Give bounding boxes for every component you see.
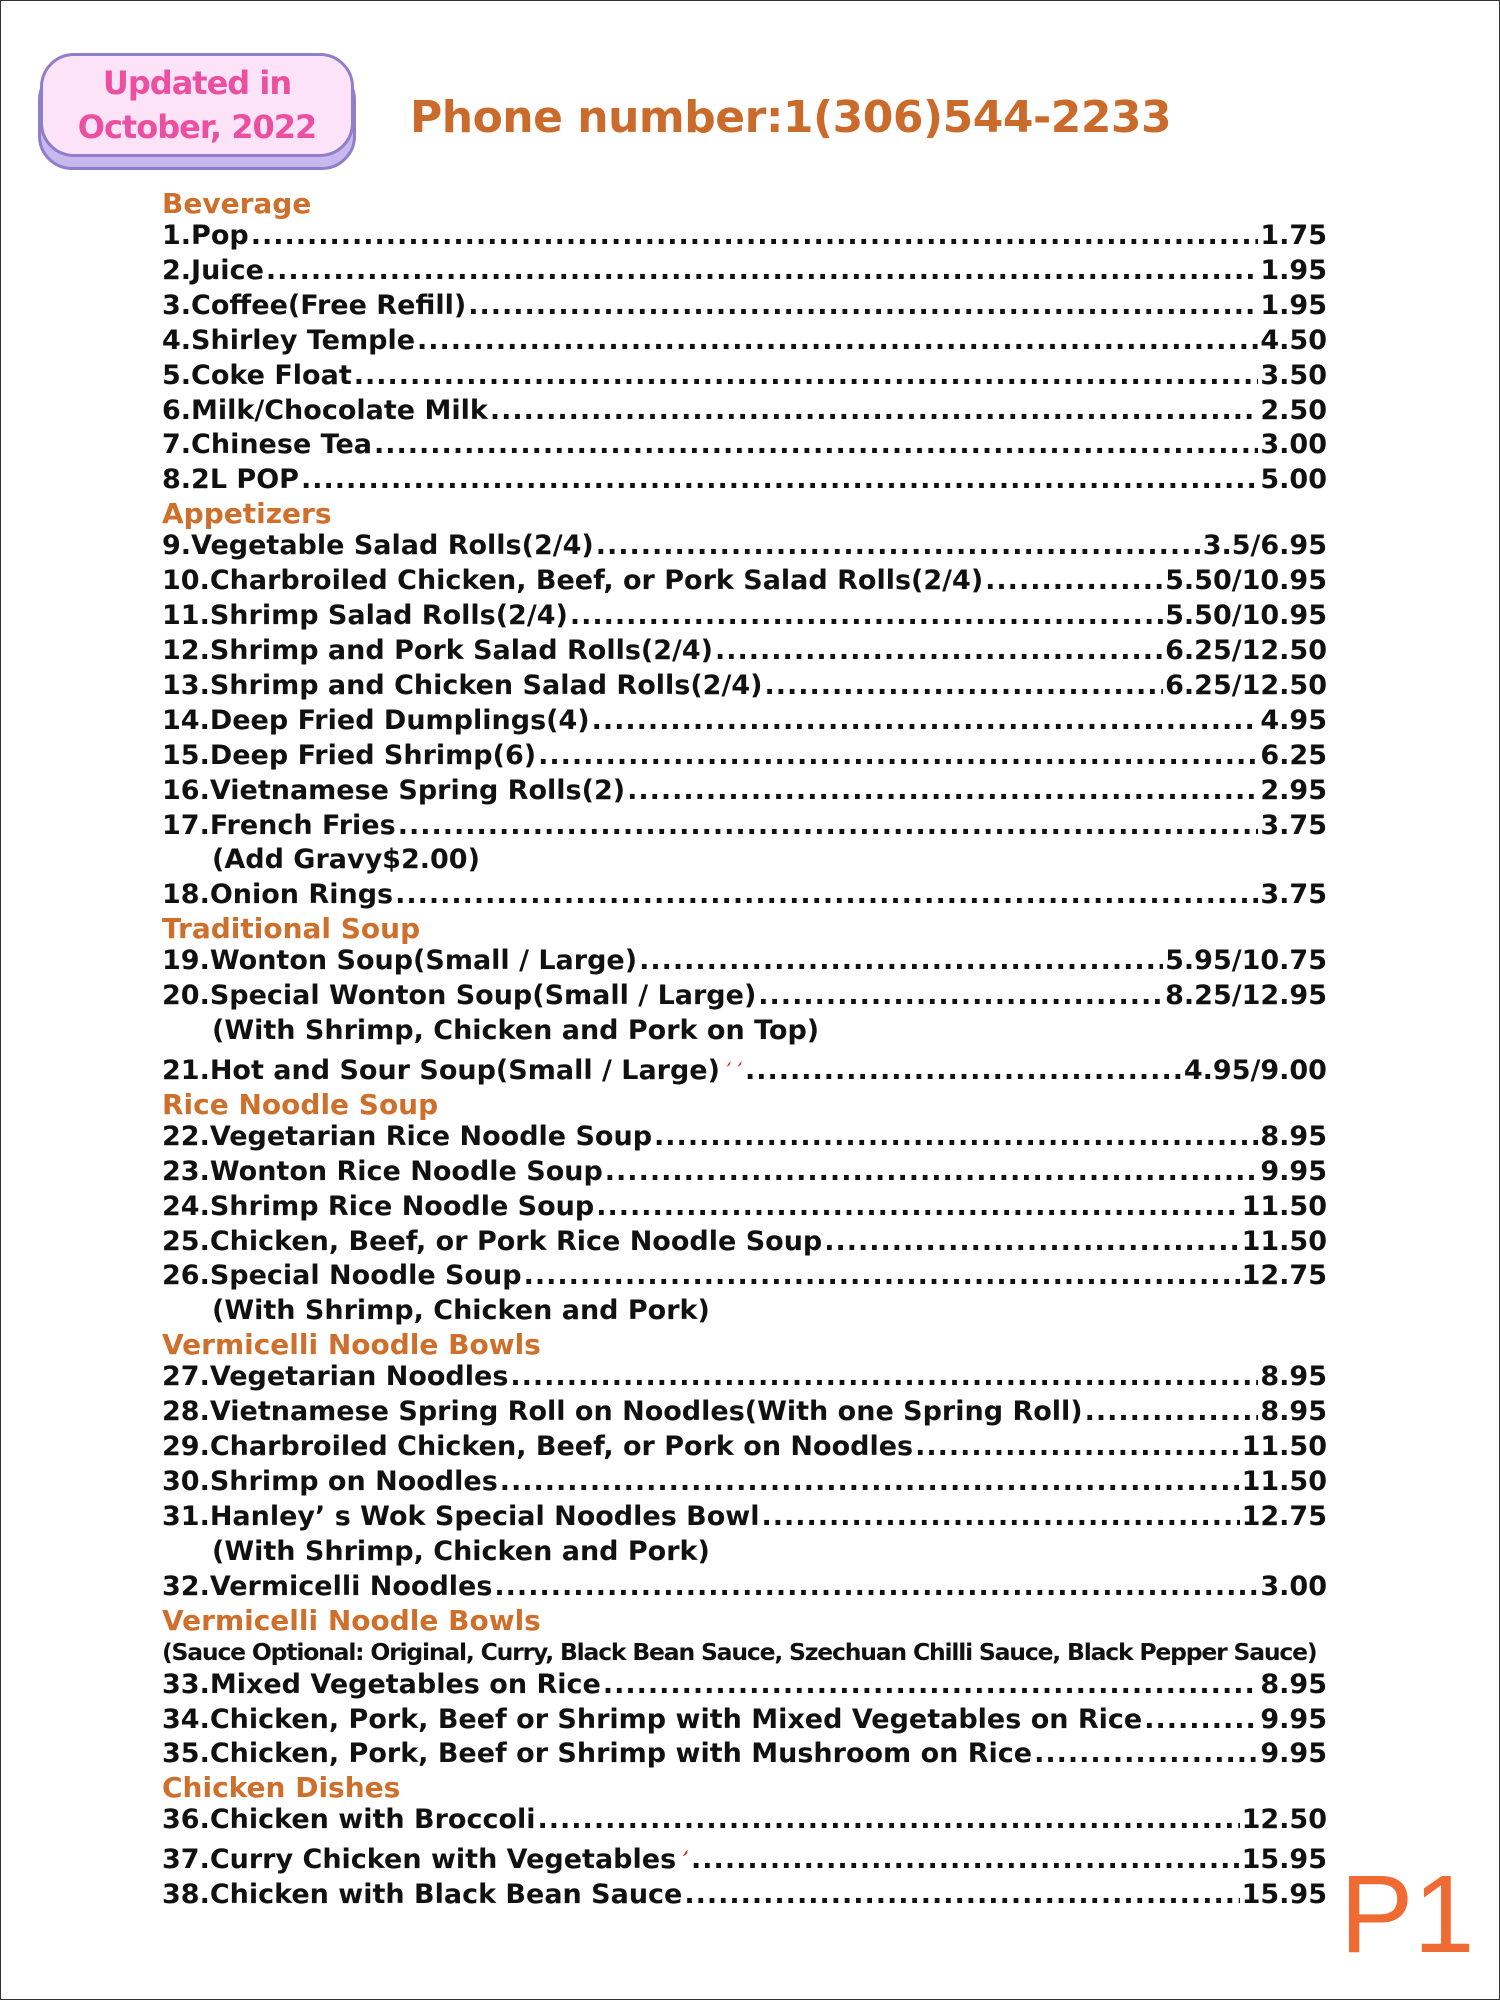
menu-item-name: 26.Special Noodle Soup (162, 1260, 522, 1292)
dot-leader (639, 944, 1163, 979)
menu-item-note: (With Shrimp, Chicken and Pork on Top) (212, 1015, 820, 1047)
menu-item-name: 37.Curry Chicken with Vegetables (162, 1844, 677, 1876)
menu-item-price: 11.50 (1241, 1431, 1327, 1463)
menu-item-name: 31.Hanley’ s Wok Special Noodles Bowl (162, 1500, 760, 1532)
menu-item (162, 564, 1327, 599)
menu-list (162, 188, 1327, 1913)
menu-item (162, 1878, 1327, 1913)
menu-item-price: 6.25/12.50 (1165, 669, 1327, 701)
menu-item-price: 4.95/9.00 (1183, 1054, 1327, 1086)
menu-item-price: 11.50 (1241, 1466, 1327, 1497)
menu-item (162, 1259, 1327, 1294)
section-title-rice-noodle-soup: Rice Noodle Soup (162, 1087, 439, 1121)
menu-item-price: 4.95 (1260, 704, 1327, 736)
menu-item-price: 9.95 (1260, 1155, 1327, 1187)
menu-item (162, 1190, 1327, 1225)
menu-item-name: 36.Chicken with Broccoli (162, 1804, 536, 1836)
menu-item-note: (With Shrimp, Chicken and Pork) (212, 1535, 710, 1567)
menu-item (162, 428, 1327, 463)
page-number: P1 (1340, 1853, 1475, 1976)
dot-leader (354, 359, 1259, 394)
menu-item (162, 739, 1327, 774)
menu-item-name: 27.Vegetarian Noodles (162, 1361, 509, 1393)
menu-item-note: (With Shrimp, Chicken and Pork) (212, 1295, 710, 1327)
dot-leader (468, 289, 1258, 324)
menu-item-name: 17.French Fries (162, 809, 396, 841)
menu-item (162, 979, 1327, 1014)
menu-item-name: 30.Shrimp on Noodles (162, 1466, 498, 1497)
section-title-chicken-dishes: Chicken Dishes (162, 1771, 401, 1805)
menu-item (162, 1395, 1327, 1430)
chili-pepper-icon (726, 1049, 731, 1079)
menu-item-price: 12.75 (1241, 1500, 1327, 1532)
menu-item (162, 324, 1327, 359)
dot-leader (374, 428, 1258, 463)
dot-leader (824, 1225, 1239, 1260)
menu-item-name: 7.Chinese Tea (162, 429, 373, 461)
menu-item (162, 669, 1327, 704)
dot-leader (985, 564, 1163, 599)
menu-item-price: 8.95 (1260, 1668, 1327, 1700)
menu-item (162, 463, 1327, 498)
menu-item (162, 704, 1327, 739)
dot-leader (592, 704, 1259, 739)
menu-item-price: 3.75 (1260, 879, 1327, 911)
menu-item-name: 16.Vietnamese Spring Rolls(2) (162, 774, 626, 806)
dot-leader (715, 634, 1163, 669)
dot-leader (684, 1878, 1239, 1913)
menu-item-price: 5.00 (1260, 464, 1327, 496)
menu-item-price: 5.95/10.75 (1165, 945, 1327, 977)
dot-leader (301, 463, 1258, 498)
dot-leader (605, 1155, 1259, 1190)
menu-item-price: 9.95 (1260, 1738, 1327, 1770)
menu-item-price: 3.00 (1260, 429, 1327, 461)
menu-item-name: 19.Wonton Soup(Small / Large) (162, 945, 638, 977)
menu-item (162, 289, 1327, 324)
menu-item-price: 3.5/6.95 (1202, 530, 1327, 562)
menu-item (162, 254, 1327, 289)
update-badge (40, 53, 354, 157)
menu-item (162, 944, 1327, 979)
menu-item (162, 1803, 1327, 1838)
menu-item-name: 29.Charbroiled Chicken, Beef, or Pork on Noodles (162, 1431, 914, 1463)
menu-item-name: 2.Juice (162, 254, 264, 286)
menu-item-price: 5.50/10.95 (1165, 565, 1327, 597)
section-title-vermicelli-bowls: Vermicelli Noodle Bowls (162, 1328, 541, 1362)
menu-item (162, 1049, 1327, 1089)
menu-item-price: 8.95 (1260, 1120, 1327, 1152)
menu-item-price: 1.75 (1260, 220, 1327, 251)
menu-item-price: 6.25/12.50 (1165, 634, 1327, 666)
chili-pepper-icon (682, 1838, 689, 1868)
menu-item-price: 1.95 (1260, 289, 1327, 321)
menu-item-note: (Add Gravy$2.00) (212, 844, 480, 876)
menu-item-price: 12.75 (1241, 1260, 1327, 1292)
menu-item-name: 32.Vermicelli Noodles (162, 1570, 493, 1602)
menu-item (162, 878, 1327, 913)
dot-leader (510, 1360, 1258, 1395)
section-title-appetizers: Appetizers (162, 497, 332, 531)
menu-item-price: 15.95 (1241, 1879, 1327, 1911)
dot-leader (398, 809, 1259, 844)
menu-item (162, 359, 1327, 394)
section-title-traditional-soup: Traditional Soup (162, 912, 421, 946)
menu-item (162, 529, 1327, 564)
menu-item-price: 8.95 (1260, 1361, 1327, 1393)
dot-leader (538, 1803, 1240, 1838)
menu-item-name: 22.Vegetarian Rice Noodle Soup (162, 1120, 653, 1152)
menu-item-name: 10.Charbroiled Chicken, Beef, or Pork Salad Rolls(2/4) (162, 565, 984, 597)
menu-item (162, 1430, 1327, 1465)
menu-item-name: 33.Mixed Vegetables on Rice (162, 1668, 601, 1700)
menu-item-name: 3.Coffee(Free Refill) (162, 289, 467, 321)
menu-item (162, 1360, 1327, 1395)
dot-leader (524, 1259, 1240, 1294)
menu-item-price: 3.75 (1260, 809, 1327, 841)
dot-leader (1144, 1703, 1258, 1738)
menu-item (162, 1155, 1327, 1190)
menu-item (162, 1500, 1327, 1535)
dot-leader (762, 1500, 1240, 1535)
menu-item-name: 4.Shirley Temple (162, 324, 416, 356)
menu-item-price: 3.00 (1260, 1570, 1327, 1602)
menu-item (162, 1737, 1327, 1772)
menu-item-name: 25.Chicken, Beef, or Pork Rice Noodle Soup (162, 1225, 823, 1257)
update-badge-line1: Updated in (102, 64, 292, 102)
dot-leader (570, 599, 1163, 634)
menu-item-name: 35.Chicken, Pork, Beef or Shrimp with Mushroom on Rice (162, 1738, 1033, 1770)
menu-item-name: 1.Pop (162, 220, 249, 251)
menu-item-price: 1.95 (1260, 254, 1327, 286)
menu-item (162, 599, 1327, 634)
menu-item-name: 6.Milk/Chocolate Milk (162, 394, 488, 426)
dot-leader (758, 979, 1163, 1014)
menu-item-name: 14.Deep Fried Dumplings(4) (162, 704, 590, 736)
dot-leader (490, 394, 1259, 429)
menu-item-name: 38.Chicken with Black Bean Sauce (162, 1879, 683, 1911)
section-title-beverage: Beverage (162, 187, 312, 220)
menu-item-price: 11.50 (1241, 1190, 1327, 1222)
menu-item (162, 1703, 1327, 1738)
menu-item-name: 28.Vietnamese Spring Roll on Noodles(With one Spring Roll) (162, 1396, 1083, 1428)
dot-leader (1085, 1395, 1259, 1430)
dot-leader (494, 1570, 1258, 1605)
dot-leader (603, 1668, 1259, 1703)
menu-item-price: 4.50 (1260, 324, 1327, 356)
menu-item (162, 774, 1327, 809)
dot-leader (417, 324, 1258, 359)
dot-leader (915, 1430, 1239, 1465)
menu-item-price: 9.95 (1260, 1703, 1327, 1735)
dot-leader (500, 1465, 1240, 1500)
dot-leader (745, 1054, 1182, 1089)
dot-leader (1034, 1737, 1258, 1772)
menu-item-name: 12.Shrimp and Pork Salad Rolls(2/4) (162, 634, 714, 666)
dot-leader (764, 669, 1163, 704)
menu-item-name: 15.Deep Fried Shrimp(6) (162, 739, 537, 771)
menu-item (162, 634, 1327, 669)
menu-item-price: 12.50 (1241, 1804, 1327, 1836)
dot-leader (627, 774, 1258, 809)
menu-item-name: 18.Onion Rings (162, 879, 394, 911)
menu-item-price: 6.25 (1260, 739, 1327, 771)
menu-item-price: 2.95 (1260, 774, 1327, 806)
menu-item-name: 20.Special Wonton Soup(Small / Large) (162, 980, 757, 1012)
section-title-rice-dishes: Vermicelli Noodle Bowls (162, 1603, 541, 1637)
phone-number: Phone number:1(306)544-2233 (410, 92, 1172, 143)
menu-item-name: 5.Coke Float (162, 359, 352, 391)
menu-item (162, 1570, 1327, 1605)
menu-item-name: 21.Hot and Sour Soup(Small / Large) (162, 1054, 720, 1086)
menu-item-price: 5.50/10.95 (1165, 600, 1327, 632)
update-badge-line2: October, 2022 (77, 108, 317, 146)
menu-item-price: 3.50 (1260, 359, 1327, 391)
menu-item-name: 24.Shrimp Rice Noodle Soup (162, 1190, 595, 1222)
menu-item-price: 8.95 (1260, 1396, 1327, 1428)
menu-item (162, 1465, 1327, 1500)
chili-pepper-icon (737, 1049, 742, 1079)
menu-item-name: 34.Chicken, Pork, Beef or Shrimp with Mixed Vegetables on Rice (162, 1703, 1143, 1735)
dot-leader (538, 739, 1258, 774)
menu-item-price: 11.50 (1241, 1225, 1327, 1257)
sauce-options-note: (Sauce Optional: Original, Curry, Black Bean Sauce, Szechuan Chilli Sauce, Black Pepper Sauce) (162, 1637, 1317, 1666)
menu-item (162, 809, 1327, 844)
dot-leader (654, 1120, 1258, 1155)
menu-item (162, 394, 1327, 429)
menu-item (162, 219, 1327, 254)
menu-item-price: 2.50 (1260, 394, 1327, 426)
dot-leader (596, 529, 1201, 564)
dot-leader (266, 254, 1258, 289)
menu-item-name: 13.Shrimp and Chicken Salad Rolls(2/4) (162, 669, 763, 701)
menu-item-price: 8.25/12.95 (1165, 980, 1327, 1012)
menu-item-price: 15.95 (1241, 1844, 1327, 1876)
dot-leader (395, 878, 1258, 913)
menu-item (162, 1668, 1327, 1703)
dot-leader (691, 1843, 1240, 1878)
menu-item-name: 8.2L POP (162, 464, 299, 496)
menu-item (162, 1838, 1327, 1878)
menu-item-name: 23.Wonton Rice Noodle Soup (162, 1155, 603, 1187)
menu-item (162, 1225, 1327, 1260)
menu-item-name: 11.Shrimp Salad Rolls(2/4) (162, 600, 568, 632)
dot-leader (251, 219, 1259, 254)
menu-item (162, 1120, 1327, 1155)
dot-leader (596, 1190, 1239, 1225)
menu-item-name: 9.Vegetable Salad Rolls(2/4) (162, 530, 594, 562)
